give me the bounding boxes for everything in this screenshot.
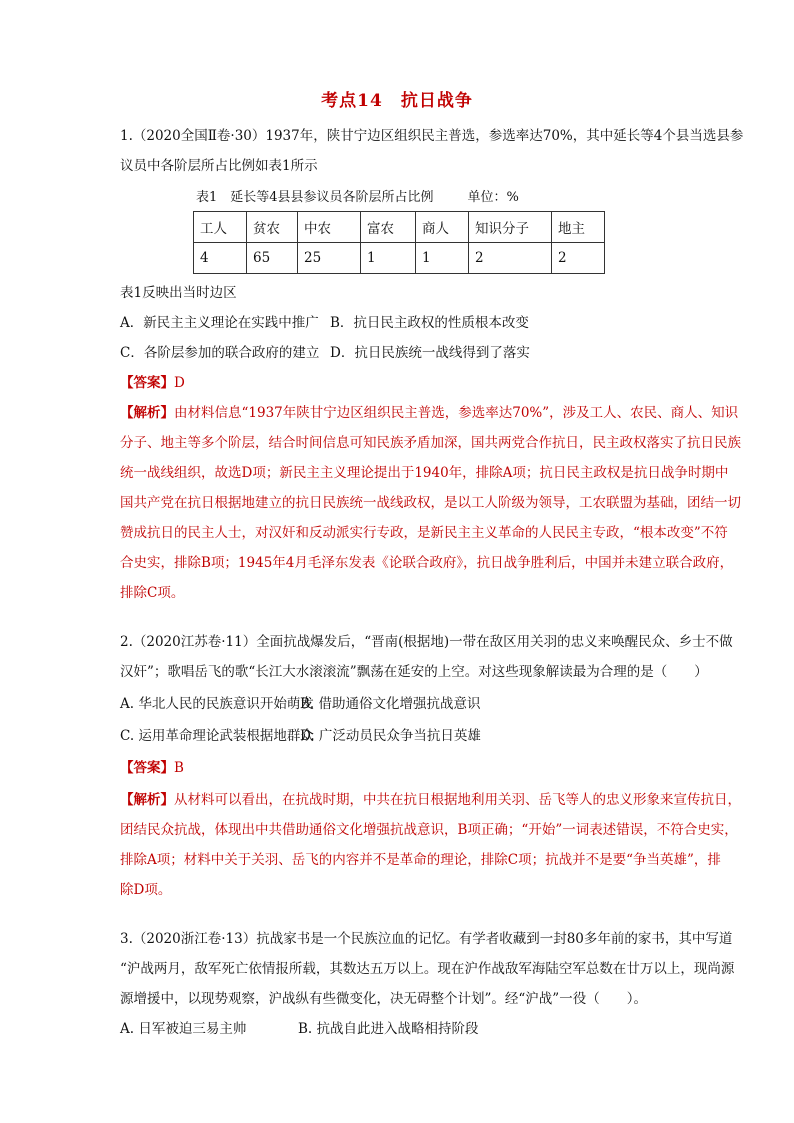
q2-stem-line2: 汉奸”；歌唱岳飞的歌“长江大水滚滚流”飘荡在延安的上空。对这些现象解读最为合理的是（ ）	[120, 664, 708, 680]
q3-stem-line3: 源增援中，以现势观察，沪战纵有些微变化，决无碍整个计划”。经“沪战”一役（ ）。	[120, 991, 647, 1007]
q2-options-row2	[120, 726, 710, 746]
q2-option-a: A. 华北人民的民族意识开始萌发	[120, 696, 314, 712]
table-header-cell: 富农	[361, 212, 416, 243]
q1-analysis-line6: 合史实，排除B项；1945年4月毛泽东发表《论联合政府》，抗日战争胜利后，中国并未建立联合政府，	[120, 555, 734, 571]
q3-stem-line2: “沪战两月，敌军死亡依情报所载，其数达五万以上。现在沪作战敌军海陆空军总数在廿万以上，现尚源	[120, 961, 735, 977]
q3-option-a: A. 日军被迫三易主帅	[120, 1021, 247, 1037]
q2-option-c: C. 运用革命理论武装根据地群众	[120, 728, 314, 744]
table-header-cell: 知识分子	[469, 212, 552, 243]
q1-answer-label: 【答案】	[120, 375, 174, 391]
q2-answer-label: 【答案】	[120, 760, 174, 776]
q2-stem-line1: 2.（2020江苏卷·11）全面抗战爆发后，“晋南(根据地)一带在敌区用关羽的忠义来唤醒民众、乡士不做	[120, 634, 733, 650]
q1-analysis-line4: 国共产党在抗日根据地建立的抗日民族统一战线政权，是以工人阶级为领导，工农联盟为基础，团结一切	[120, 495, 741, 511]
q2-analysis-line3: 排除A项；材料中关于关羽、岳飞的内容并不是革命的理论，排除C项；抗战并不是要“争当英雄”，排	[120, 852, 721, 868]
q1-analysis-line7: 排除C项。	[120, 585, 185, 601]
table-cell: 2	[469, 243, 552, 274]
q2-option-d: D. 广泛动员民众争当抗日英雄	[300, 728, 481, 744]
q3-options-row1	[120, 1019, 710, 1039]
q1-table-caption-text: 表1 延长等4县县参议员各阶层所占比例	[196, 190, 434, 205]
q1-table-caption	[196, 186, 519, 205]
q3-option-b: B. 抗战自此进入战略相持阶段	[298, 1021, 479, 1037]
q1-stem-line2: 议员中各阶层所占比例如表1所示	[120, 158, 318, 174]
page-title	[0, 86, 794, 111]
q2-option-b: B. 借助通俗文化增强抗战意识	[300, 696, 481, 712]
q1-stem-line1: 1.（2020全国Ⅱ卷·30）1937年，陕甘宁边区组织民主普选，参选率达70%，其中延长等4个县当选县参	[120, 128, 744, 144]
q1-analysis-line1	[120, 403, 739, 423]
q1-prompt: 表1反映出当时边区	[120, 285, 237, 301]
q2-analysis-line2: 团结民众抗战，体现出中共借助通俗文化增强抗战意识，B项正确；“开始”一词表述错误，不符合史实，	[120, 822, 738, 838]
table-header-row	[194, 212, 605, 243]
q2-analysis-text: 从材料可以看出，在抗战时期，中共在抗日根据地利用关羽、岳飞等人的忠义形象来宣传抗日，	[174, 792, 741, 808]
q2-answer-value: B	[174, 760, 184, 776]
table-header-cell: 工人	[194, 212, 247, 243]
table-cell: 25	[298, 243, 361, 274]
q1-option-d: D．抗日民族统一战线得到了落实	[330, 345, 530, 361]
q2-analysis-line1	[120, 790, 741, 810]
q1-option-b: B．抗日民主政权的性质根本改变	[330, 315, 529, 331]
table-cell: 65	[247, 243, 298, 274]
title-name: 抗日战争	[400, 91, 473, 111]
table-row	[194, 243, 605, 274]
table-header-cell: 地主	[552, 212, 605, 243]
q1-table	[193, 211, 605, 274]
table-cell: 1	[361, 243, 416, 274]
table-header-cell: 中农	[298, 212, 361, 243]
q2-options-row1	[120, 694, 710, 714]
q2-analysis-line4: 除D项。	[120, 882, 172, 898]
q1-analysis-line2: 分子、地主等多个阶层，结合时间信息可知民族矛盾加深，国共两党合作抗日，民主政权落实了抗日民族	[120, 435, 741, 451]
table-cell: 2	[552, 243, 605, 274]
q1-analysis-line5: 赞成抗日的民主人士，对汉奸和反动派实行专政，是新民主主义革命的人民民主专政，“根本改变”不符	[120, 525, 728, 541]
q1-analysis-line3: 统一战线组织，故选D项；新民主主义理论提出于1940年，排除A项；抗日民主政权是抗日战争时期中	[120, 465, 729, 481]
q1-option-a: A．新民主主义理论在实践中推广	[120, 315, 319, 331]
q1-answer	[120, 373, 710, 393]
q1-analysis-text: 由材料信息“1937年陕甘宁边区组织民主普选，参选率达70%”，涉及工人、农民、商人、知识	[174, 405, 739, 421]
q1-option-c: C．各阶层参加的联合政府的建立	[120, 345, 320, 361]
q1-options-row1	[120, 313, 710, 333]
table-header-cell: 贫农	[247, 212, 298, 243]
q3-stem-line1: 3.（2020浙江卷·13）抗战家书是一个民族泣血的记忆。有学者收藏到一封80多年前的家书，其中写道	[120, 931, 733, 947]
q2-answer	[120, 758, 710, 778]
table-header-cell: 商人	[416, 212, 469, 243]
title-prefix: 考点14	[321, 91, 383, 111]
q1-table-unit: 单位：%	[467, 190, 519, 205]
table-cell: 1	[416, 243, 469, 274]
table-cell: 4	[194, 243, 247, 274]
q2-analysis-label: 【解析】	[120, 792, 174, 808]
q1-analysis-label: 【解析】	[120, 405, 174, 421]
q1-options-row2	[120, 343, 710, 363]
q1-answer-value: D	[174, 375, 185, 391]
